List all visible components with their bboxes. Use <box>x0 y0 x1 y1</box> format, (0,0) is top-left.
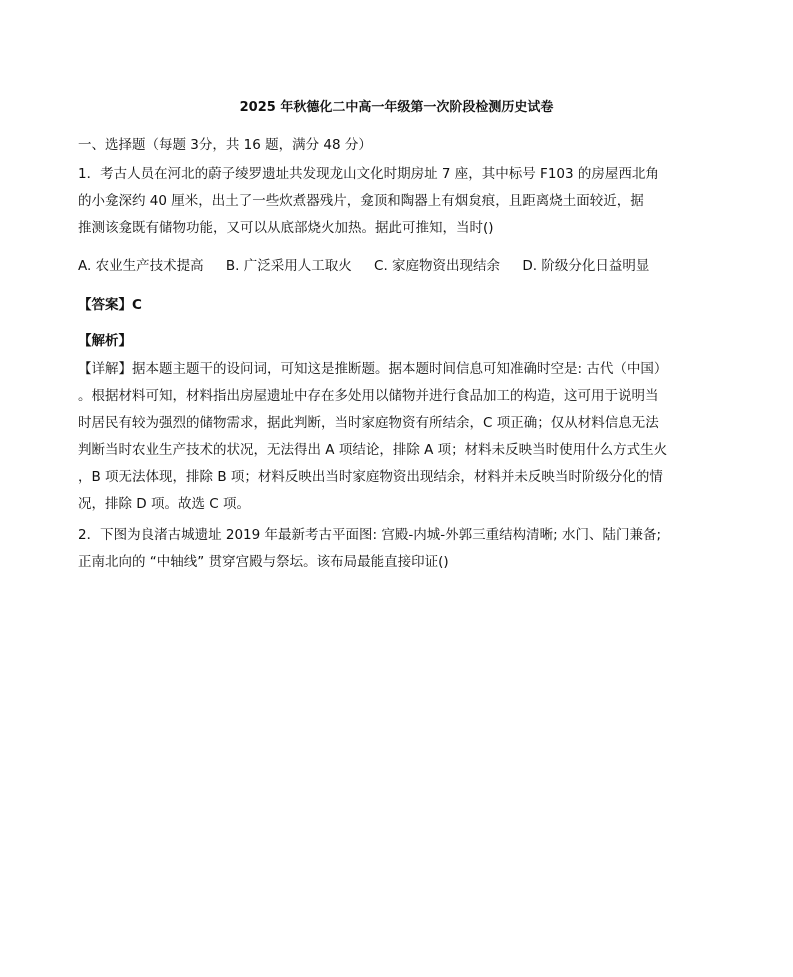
question-2-line-1: 2．下图为良渚古城遗址 2019 年最新考古平面图: 宫殿-内城-外郭三重结构清晰; 水门、陆门兼备; <box>78 527 661 543</box>
analysis-line-6: 况，排除 D 项。故选 C 项。 <box>78 496 250 512</box>
analysis-line-5: ，B 项无法体现，排除 B 项；材料反映出当时家庭物资出现结余，材料并未反映当时阶级分化的情 <box>78 469 663 485</box>
question-1-options <box>78 257 667 275</box>
analysis-line-3: 时居民有较为强烈的储物需求，据此判断，当时家庭物资有所结余，C 项正确；仅从材料信息无法 <box>78 415 659 431</box>
document-title: 2025 年秋德化二中高一年级第一次阶段检测历史试卷 <box>239 100 554 115</box>
analysis-label: 【解析】 <box>78 333 132 349</box>
question-2-line-2: 正南北向的 “中轴线” 贯穿宫殿与祭坛。该布局最能直接印证() <box>78 554 449 570</box>
option-a: A. 农业生产技术提高 <box>78 258 204 274</box>
option-b: B. 广泛采用人工取火 <box>225 258 352 274</box>
analysis-line-4: 判断当时农业生产技术的状况，无法得出 A 项结论，排除 A 项；材料未反映当时使用什么方式生火 <box>78 442 668 458</box>
analysis-line-2: 。根据材料可知，材料指出房屋遗址中存在多处用以储物并进行食品加工的构造，这可用于说明当 <box>78 388 659 404</box>
analysis-line-1: 【详解】据本题主题干的设问词，可知这是推断题。据本题时间信息可知准确时空是: 古代（中国） <box>78 361 668 377</box>
answer-label: 【答案】C <box>78 297 142 313</box>
option-d: D. 阶级分化日益明显 <box>522 258 650 274</box>
section-header: 一、选择题（每题 3分，共 16 题，满分 48 分） <box>78 137 372 153</box>
question-1-line-2: 的小龛深约 40 厘米，出土了一些炊煮器残片，龛顶和陶器上有烟炱痕，且距离烧土面较近，据 <box>78 193 644 209</box>
question-1-line-3: 推测该龛既有储物功能，又可以从底部烧火加热。据此可推知，当时() <box>78 220 494 236</box>
option-c: C. 家庭物资出现结余 <box>374 258 501 274</box>
question-1-line-1: 1．考古人员在河北的蔚子绫罗遗址共发现龙山文化时期房址 7 座，其中标号 F103 的房屋西北角 <box>78 166 659 182</box>
